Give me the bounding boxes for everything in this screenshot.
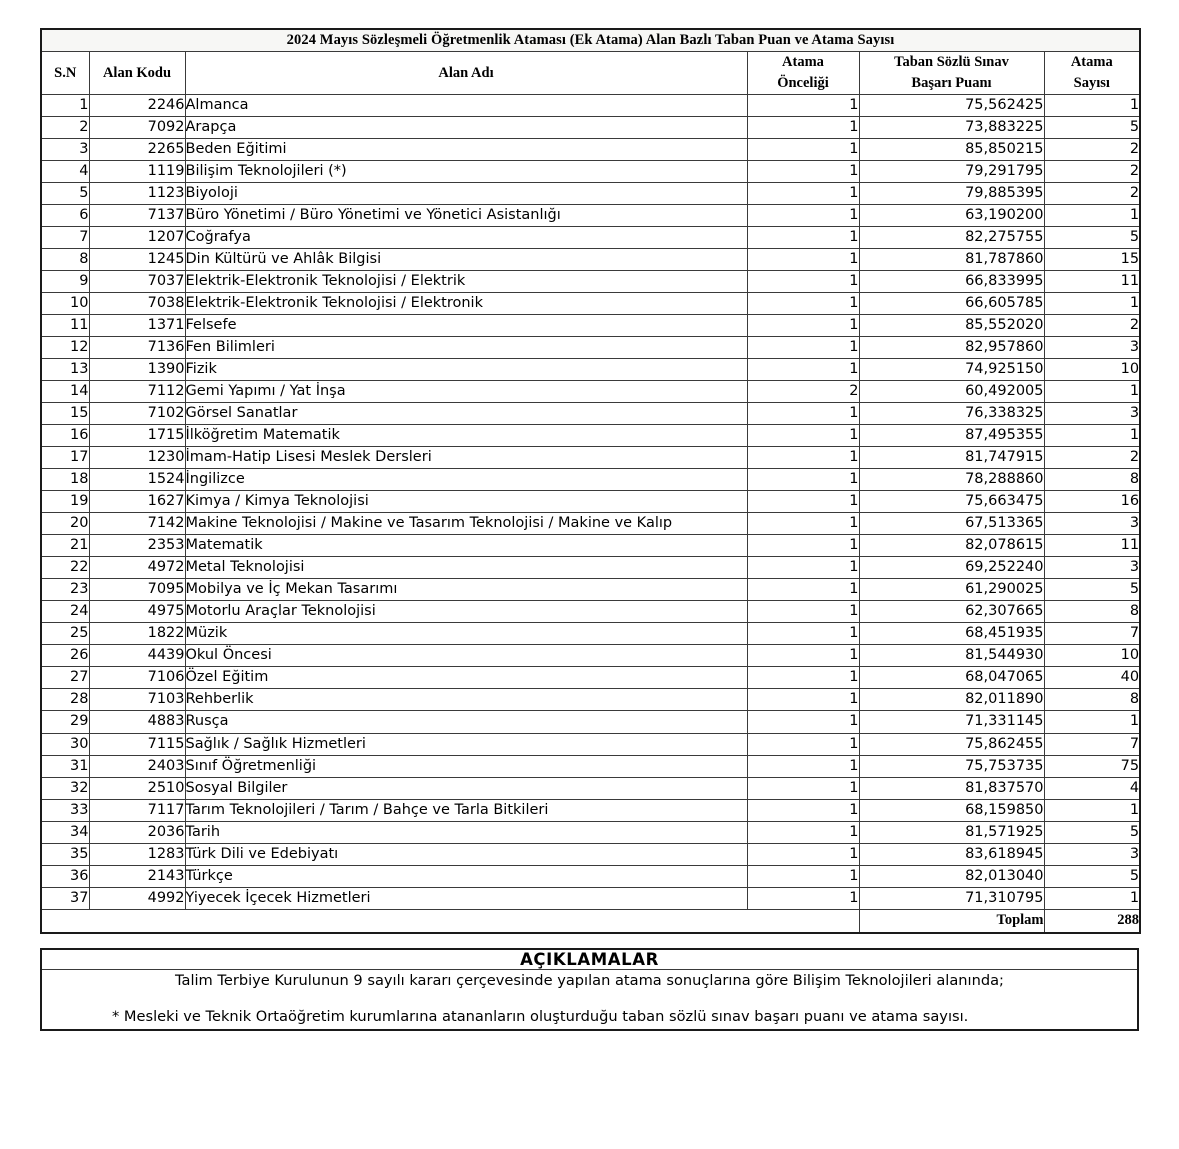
cell-atama-onceligi: 1: [747, 469, 859, 491]
cell-taban-puan: 67,513365: [859, 513, 1044, 535]
cell-atama-onceligi: 1: [747, 161, 859, 183]
cell-taban-puan: 79,885395: [859, 183, 1044, 205]
cell-alan-adi: Felsefe: [185, 315, 747, 337]
cell-atama-onceligi: 1: [747, 711, 859, 733]
cell-taban-puan: 82,957860: [859, 337, 1044, 359]
cell-atama-onceligi: 1: [747, 139, 859, 161]
cell-atama-onceligi: 1: [747, 755, 859, 777]
cell-sn: 7: [41, 227, 89, 249]
cell-atama-sayisi: 2: [1044, 183, 1140, 205]
cell-atama-onceligi: 1: [747, 95, 859, 117]
cell-taban-puan: 63,190200: [859, 205, 1044, 227]
cell-alan-kodu: 1715: [89, 425, 185, 447]
cell-atama-onceligi: 1: [747, 667, 859, 689]
table-row: [41, 205, 1140, 227]
table-body: [41, 95, 1140, 910]
cell-alan-kodu: 7103: [89, 689, 185, 711]
cell-atama-sayisi: 10: [1044, 645, 1140, 667]
cell-atama-sayisi: 8: [1044, 469, 1140, 491]
cell-atama-onceligi: 1: [747, 799, 859, 821]
cell-alan-adi: Motorlu Araçlar Teknolojisi: [185, 601, 747, 623]
table-row: [41, 535, 1140, 557]
cell-sn: 27: [41, 667, 89, 689]
cell-taban-puan: 78,288860: [859, 469, 1044, 491]
cell-sn: 11: [41, 315, 89, 337]
cell-alan-adi: Görsel Sanatlar: [185, 403, 747, 425]
cell-alan-kodu: 7136: [89, 337, 185, 359]
title-row: [41, 29, 1140, 52]
cell-alan-adi: Coğrafya: [185, 227, 747, 249]
cell-atama-sayisi: 40: [1044, 667, 1140, 689]
cell-alan-adi: Fizik: [185, 359, 747, 381]
cell-alan-adi: Din Kültürü ve Ahlâk Bilgisi: [185, 249, 747, 271]
table-row: [41, 337, 1140, 359]
cell-taban-puan: 81,544930: [859, 645, 1044, 667]
cell-alan-kodu: 2353: [89, 535, 185, 557]
cell-alan-kodu: 7037: [89, 271, 185, 293]
cell-sn: 24: [41, 601, 89, 623]
cell-alan-kodu: 7112: [89, 381, 185, 403]
assignment-table: [40, 28, 1141, 934]
table-row: [41, 865, 1140, 887]
cell-alan-kodu: 7142: [89, 513, 185, 535]
cell-atama-sayisi: 5: [1044, 821, 1140, 843]
cell-sn: 5: [41, 183, 89, 205]
cell-atama-sayisi: 11: [1044, 271, 1140, 293]
cell-taban-puan: 81,837570: [859, 777, 1044, 799]
cell-alan-adi: Kimya / Kimya Teknolojisi: [185, 491, 747, 513]
cell-alan-kodu: 7092: [89, 117, 185, 139]
cell-alan-adi: Almanca: [185, 95, 747, 117]
cell-atama-onceligi: 1: [747, 491, 859, 513]
cell-atama-sayisi: 5: [1044, 579, 1140, 601]
column-header-taban-puan: [859, 52, 1044, 95]
table-row: [41, 359, 1140, 381]
table-row: [41, 601, 1140, 623]
cell-alan-adi: Tarım Teknolojileri / Tarım / Bahçe ve Tarla Bitkileri: [185, 799, 747, 821]
cell-atama-sayisi: 4: [1044, 777, 1140, 799]
cell-taban-puan: 62,307665: [859, 601, 1044, 623]
cell-alan-kodu: 4883: [89, 711, 185, 733]
cell-alan-kodu: 7102: [89, 403, 185, 425]
cell-atama-onceligi: 1: [747, 425, 859, 447]
table-row: [41, 425, 1140, 447]
table-row: [41, 315, 1140, 337]
cell-sn: 12: [41, 337, 89, 359]
cell-atama-onceligi: 1: [747, 865, 859, 887]
column-header-atama-onceligi-line2: Önceliği: [777, 75, 829, 92]
cell-taban-puan: 75,862455: [859, 733, 1044, 755]
cell-atama-onceligi: 1: [747, 293, 859, 315]
column-header-atama-sayisi-line2: Sayısı: [1073, 75, 1110, 92]
table-row: [41, 799, 1140, 821]
cell-sn: 33: [41, 799, 89, 821]
cell-alan-kodu: 1627: [89, 491, 185, 513]
cell-alan-kodu: 1230: [89, 447, 185, 469]
cell-atama-onceligi: 1: [747, 183, 859, 205]
cell-atama-onceligi: 1: [747, 315, 859, 337]
cell-sn: 30: [41, 733, 89, 755]
cell-atama-sayisi: 3: [1044, 403, 1140, 425]
column-header-alan-adi: Alan Adı: [185, 52, 747, 95]
cell-sn: 6: [41, 205, 89, 227]
cell-atama-sayisi: 3: [1044, 337, 1140, 359]
cell-atama-sayisi: 1: [1044, 381, 1140, 403]
cell-alan-adi: Türk Dili ve Edebiyatı: [185, 843, 747, 865]
cell-taban-puan: 82,078615: [859, 535, 1044, 557]
cell-atama-onceligi: 1: [747, 535, 859, 557]
cell-sn: 4: [41, 161, 89, 183]
cell-atama-onceligi: 1: [747, 689, 859, 711]
cell-sn: 25: [41, 623, 89, 645]
table-row: [41, 733, 1140, 755]
column-header-atama-sayisi-line1: Atama: [1070, 54, 1113, 71]
cell-alan-adi: İmam-Hatip Lisesi Meslek Dersleri: [185, 447, 747, 469]
cell-taban-puan: 75,753735: [859, 755, 1044, 777]
cell-atama-sayisi: 3: [1044, 557, 1140, 579]
cell-taban-puan: 71,310795: [859, 887, 1044, 909]
cell-alan-adi: Biyoloji: [185, 183, 747, 205]
cell-alan-kodu: 2246: [89, 95, 185, 117]
table-row: [41, 755, 1140, 777]
cell-atama-sayisi: 1: [1044, 425, 1140, 447]
cell-sn: 37: [41, 887, 89, 909]
cell-alan-adi: Mobilya ve İç Mekan Tasarımı: [185, 579, 747, 601]
cell-alan-kodu: 1123: [89, 183, 185, 205]
cell-alan-kodu: 7117: [89, 799, 185, 821]
cell-alan-kodu: 1207: [89, 227, 185, 249]
cell-atama-sayisi: 5: [1044, 865, 1140, 887]
note-line-2: * Mesleki ve Teknik Ortaöğretim kurumlarına atananların oluşturduğu taban sözlü sınav başarı puanı ve atama sayısı.: [112, 1008, 969, 1026]
table-row: [41, 271, 1140, 293]
cell-atama-sayisi: 8: [1044, 601, 1140, 623]
cell-alan-adi: Arapça: [185, 117, 747, 139]
cell-alan-adi: Bilişim Teknolojileri (*): [185, 161, 747, 183]
table-row: [41, 183, 1140, 205]
column-header-sn: S.N: [41, 52, 89, 95]
cell-taban-puan: 81,787860: [859, 249, 1044, 271]
table-row: [41, 403, 1140, 425]
cell-atama-onceligi: 1: [747, 117, 859, 139]
cell-sn: 22: [41, 557, 89, 579]
cell-alan-adi: Okul Öncesi: [185, 645, 747, 667]
cell-atama-onceligi: 1: [747, 579, 859, 601]
cell-taban-puan: 79,291795: [859, 161, 1044, 183]
cell-alan-kodu: 1822: [89, 623, 185, 645]
cell-taban-puan: 68,047065: [859, 667, 1044, 689]
cell-atama-sayisi: 2: [1044, 315, 1140, 337]
cell-atama-sayisi: 15: [1044, 249, 1140, 271]
cell-atama-onceligi: 1: [747, 557, 859, 579]
cell-atama-onceligi: 1: [747, 733, 859, 755]
cell-atama-onceligi: 1: [747, 601, 859, 623]
cell-atama-onceligi: 1: [747, 205, 859, 227]
cell-alan-kodu: 7095: [89, 579, 185, 601]
cell-alan-kodu: 2403: [89, 755, 185, 777]
table-row: [41, 447, 1140, 469]
table-head: [41, 29, 1140, 95]
cell-sn: 1: [41, 95, 89, 117]
cell-atama-sayisi: 7: [1044, 733, 1140, 755]
cell-atama-sayisi: 8: [1044, 689, 1140, 711]
table-row: [41, 95, 1140, 117]
table-row: [41, 249, 1140, 271]
column-header-atama-onceligi: [747, 52, 859, 95]
total-value: 288: [1044, 909, 1140, 933]
header-row: [41, 52, 1140, 95]
cell-atama-sayisi: 10: [1044, 359, 1140, 381]
cell-atama-onceligi: 1: [747, 337, 859, 359]
cell-alan-kodu: 7106: [89, 667, 185, 689]
cell-alan-adi: Elektrik-Elektronik Teknolojisi / Elektrik: [185, 271, 747, 293]
notes-title-row: [41, 949, 1138, 970]
cell-alan-kodu: 7137: [89, 205, 185, 227]
cell-atama-onceligi: 1: [747, 513, 859, 535]
cell-alan-kodu: 1283: [89, 843, 185, 865]
cell-alan-adi: Matematik: [185, 535, 747, 557]
document-title: 2024 Mayıs Sözleşmeli Öğretmenlik Ataması (Ek Atama) Alan Bazlı Taban Puan ve Atama Sayısı: [41, 29, 1140, 52]
cell-atama-sayisi: 1: [1044, 205, 1140, 227]
cell-alan-adi: Makine Teknolojisi / Makine ve Tasarım Teknolojisi / Makine ve Kalıp: [185, 513, 747, 535]
cell-sn: 23: [41, 579, 89, 601]
notes-table: [40, 948, 1139, 1031]
table-row: [41, 689, 1140, 711]
cell-alan-adi: Yiyecek İçecek Hizmetleri: [185, 887, 747, 909]
cell-taban-puan: 68,451935: [859, 623, 1044, 645]
cell-alan-adi: Sınıf Öğretmenliği: [185, 755, 747, 777]
cell-atama-onceligi: 1: [747, 249, 859, 271]
cell-sn: 10: [41, 293, 89, 315]
cell-taban-puan: 81,747915: [859, 447, 1044, 469]
table-row: [41, 843, 1140, 865]
table-row: [41, 227, 1140, 249]
table-row: [41, 139, 1140, 161]
cell-taban-puan: 60,492005: [859, 381, 1044, 403]
cell-sn: 31: [41, 755, 89, 777]
cell-alan-adi: Türkçe: [185, 865, 747, 887]
cell-atama-sayisi: 2: [1044, 161, 1140, 183]
cell-alan-adi: İngilizce: [185, 469, 747, 491]
cell-atama-sayisi: 7: [1044, 623, 1140, 645]
cell-atama-sayisi: 3: [1044, 513, 1140, 535]
total-label: Toplam: [859, 909, 1044, 933]
table-row: [41, 623, 1140, 645]
column-header-taban-puan-line1: Taban Sözlü Sınav: [894, 54, 1009, 71]
cell-alan-adi: Gemi Yapımı / Yat İnşa: [185, 381, 747, 403]
cell-sn: 9: [41, 271, 89, 293]
cell-atama-onceligi: 2: [747, 381, 859, 403]
cell-sn: 16: [41, 425, 89, 447]
cell-atama-sayisi: 11: [1044, 535, 1140, 557]
cell-taban-puan: 73,883225: [859, 117, 1044, 139]
cell-atama-sayisi: 1: [1044, 95, 1140, 117]
cell-alan-adi: Beden Eğitimi: [185, 139, 747, 161]
cell-sn: 17: [41, 447, 89, 469]
cell-alan-adi: Tarih: [185, 821, 747, 843]
cell-alan-adi: Sağlık / Sağlık Hizmetleri: [185, 733, 747, 755]
cell-atama-sayisi: 16: [1044, 491, 1140, 513]
cell-sn: 13: [41, 359, 89, 381]
cell-atama-sayisi: 1: [1044, 887, 1140, 909]
cell-sn: 14: [41, 381, 89, 403]
cell-atama-sayisi: 1: [1044, 293, 1140, 315]
cell-atama-onceligi: 1: [747, 843, 859, 865]
cell-atama-sayisi: 5: [1044, 117, 1140, 139]
cell-alan-adi: Rusça: [185, 711, 747, 733]
cell-taban-puan: 61,290025: [859, 579, 1044, 601]
cell-atama-sayisi: 2: [1044, 447, 1140, 469]
table-row: [41, 711, 1140, 733]
cell-taban-puan: 76,338325: [859, 403, 1044, 425]
cell-atama-onceligi: 1: [747, 227, 859, 249]
table-row: [41, 381, 1140, 403]
cell-alan-kodu: 4975: [89, 601, 185, 623]
cell-atama-onceligi: 1: [747, 271, 859, 293]
table-row: [41, 777, 1140, 799]
table-row: [41, 491, 1140, 513]
cell-taban-puan: 81,571925: [859, 821, 1044, 843]
table-row: [41, 293, 1140, 315]
cell-atama-sayisi: 75: [1044, 755, 1140, 777]
cell-taban-puan: 71,331145: [859, 711, 1044, 733]
cell-alan-kodu: 1390: [89, 359, 185, 381]
cell-atama-sayisi: 2: [1044, 139, 1140, 161]
cell-alan-adi: Elektrik-Elektronik Teknolojisi / Elektronik: [185, 293, 747, 315]
cell-taban-puan: 68,159850: [859, 799, 1044, 821]
cell-taban-puan: 82,011890: [859, 689, 1044, 711]
cell-sn: 8: [41, 249, 89, 271]
cell-taban-puan: 66,833995: [859, 271, 1044, 293]
cell-alan-kodu: 4992: [89, 887, 185, 909]
cell-sn: 15: [41, 403, 89, 425]
cell-taban-puan: 75,562425: [859, 95, 1044, 117]
cell-alan-kodu: 2265: [89, 139, 185, 161]
cell-atama-onceligi: 1: [747, 645, 859, 667]
cell-alan-kodu: 7115: [89, 733, 185, 755]
table-row: [41, 579, 1140, 601]
cell-atama-sayisi: 1: [1044, 711, 1140, 733]
cell-taban-puan: 66,605785: [859, 293, 1044, 315]
cell-taban-puan: 85,850215: [859, 139, 1044, 161]
cell-sn: 3: [41, 139, 89, 161]
cell-sn: 35: [41, 843, 89, 865]
column-header-atama-onceligi-line1: Atama: [782, 54, 824, 71]
notes-body: [41, 969, 1138, 1030]
cell-sn: 34: [41, 821, 89, 843]
cell-taban-puan: 69,252240: [859, 557, 1044, 579]
table-row: [41, 513, 1140, 535]
cell-atama-onceligi: 1: [747, 359, 859, 381]
table-foot: [41, 909, 1140, 933]
table-row: [41, 667, 1140, 689]
cell-alan-kodu: 1245: [89, 249, 185, 271]
cell-alan-kodu: 1524: [89, 469, 185, 491]
cell-alan-adi: Büro Yönetimi / Büro Yönetimi ve Yönetici Asistanlığı: [185, 205, 747, 227]
cell-alan-kodu: 7038: [89, 293, 185, 315]
total-spacer: [41, 909, 859, 933]
cell-sn: 32: [41, 777, 89, 799]
cell-sn: 21: [41, 535, 89, 557]
cell-taban-puan: 87,495355: [859, 425, 1044, 447]
cell-taban-puan: 74,925150: [859, 359, 1044, 381]
cell-alan-adi: Fen Bilimleri: [185, 337, 747, 359]
table-row: [41, 117, 1140, 139]
cell-alan-kodu: 2510: [89, 777, 185, 799]
cell-sn: 26: [41, 645, 89, 667]
column-header-atama-sayisi: [1044, 52, 1140, 95]
table-row: [41, 887, 1140, 909]
cell-taban-puan: 82,275755: [859, 227, 1044, 249]
cell-atama-onceligi: 1: [747, 777, 859, 799]
cell-atama-sayisi: 1: [1044, 799, 1140, 821]
cell-atama-sayisi: 5: [1044, 227, 1140, 249]
cell-sn: 2: [41, 117, 89, 139]
cell-alan-kodu: 1371: [89, 315, 185, 337]
cell-taban-puan: 75,663475: [859, 491, 1044, 513]
cell-alan-kodu: 4972: [89, 557, 185, 579]
cell-atama-onceligi: 1: [747, 887, 859, 909]
cell-atama-onceligi: 1: [747, 447, 859, 469]
cell-alan-adi: Rehberlik: [185, 689, 747, 711]
notes-title: AÇIKLAMALAR: [41, 949, 1138, 970]
cell-alan-kodu: 4439: [89, 645, 185, 667]
cell-atama-sayisi: 3: [1044, 843, 1140, 865]
column-header-taban-puan-line2: Başarı Puanı: [911, 75, 992, 92]
cell-atama-onceligi: 1: [747, 821, 859, 843]
table-row: [41, 821, 1140, 843]
cell-alan-adi: İlköğretim Matematik: [185, 425, 747, 447]
cell-alan-kodu: 1119: [89, 161, 185, 183]
cell-alan-adi: Müzik: [185, 623, 747, 645]
table-row: [41, 645, 1140, 667]
cell-sn: 29: [41, 711, 89, 733]
cell-taban-puan: 85,552020: [859, 315, 1044, 337]
note-line-1: Talim Terbiye Kurulunun 9 sayılı kararı çerçevesinde yapılan atama sonuçlarına göre Bilişim Teknolojileri alanında;: [175, 971, 1004, 989]
cell-sn: 20: [41, 513, 89, 535]
cell-alan-kodu: 2036: [89, 821, 185, 843]
cell-sn: 28: [41, 689, 89, 711]
cell-sn: 19: [41, 491, 89, 513]
cell-sn: 18: [41, 469, 89, 491]
cell-sn: 36: [41, 865, 89, 887]
cell-alan-adi: Özel Eğitim: [185, 667, 747, 689]
cell-taban-puan: 83,618945: [859, 843, 1044, 865]
cell-atama-onceligi: 1: [747, 623, 859, 645]
notes-body-row: [41, 969, 1138, 1030]
table-row: [41, 557, 1140, 579]
cell-alan-adi: Sosyal Bilgiler: [185, 777, 747, 799]
table-row: [41, 161, 1140, 183]
total-row: [41, 909, 1140, 933]
cell-alan-kodu: 2143: [89, 865, 185, 887]
table-row: [41, 469, 1140, 491]
cell-alan-adi: Metal Teknolojisi: [185, 557, 747, 579]
cell-taban-puan: 82,013040: [859, 865, 1044, 887]
column-header-alan-kodu: Alan Kodu: [89, 52, 185, 95]
cell-atama-onceligi: 1: [747, 403, 859, 425]
